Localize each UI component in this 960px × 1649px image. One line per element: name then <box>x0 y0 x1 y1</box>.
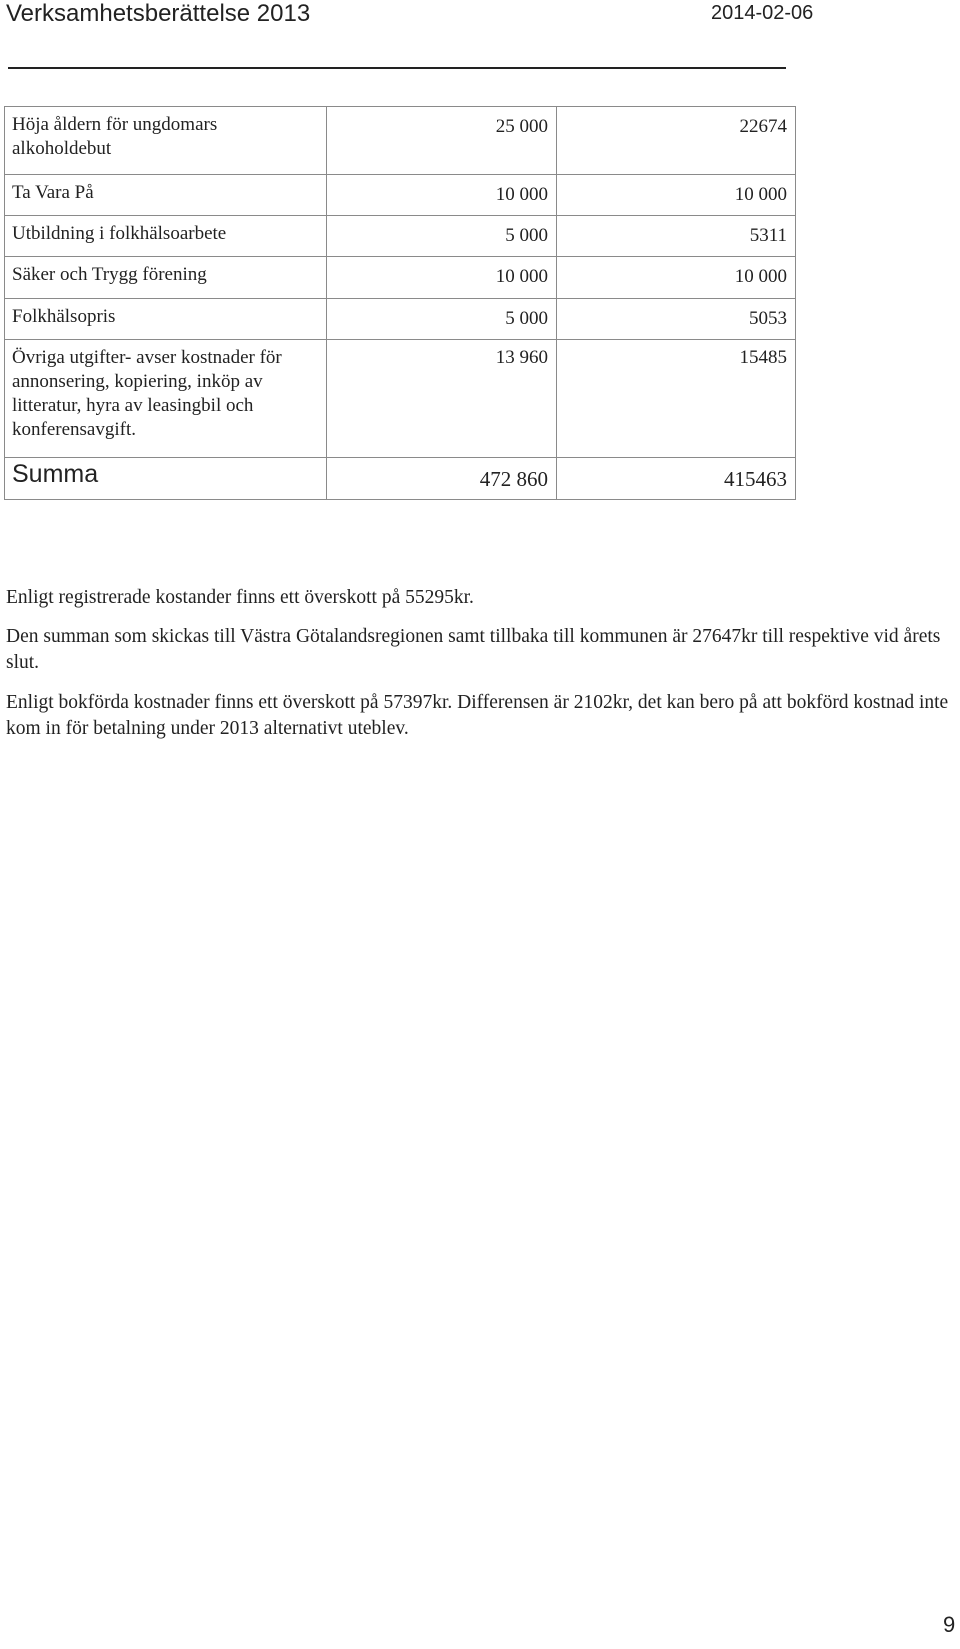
row-label: Folkhälsopris <box>5 299 327 340</box>
surplus-registered-paragraph: Enligt registrerade kostander finns ett överskott på 55295kr. <box>6 587 474 608</box>
row-budget: 13 960 <box>327 340 557 458</box>
table-row <box>5 340 796 458</box>
table-row <box>5 107 796 175</box>
table-row <box>5 299 796 340</box>
total-budget: 472 860 <box>327 458 557 500</box>
row-label: Höja åldern för ungdomars alkoholdebut <box>5 107 327 175</box>
row-outcome: 15485 <box>557 340 796 458</box>
row-outcome: 10 000 <box>557 175 796 216</box>
surplus-booked-paragraph: Enligt bokförda kostnader finns ett överskott på 57397kr. Differensen är 2102kr, det kan bero på att bokförd kostnad inte kom in för betalning under 2013 alternativt uteblev. <box>6 692 949 739</box>
total-label: Summa <box>5 458 327 500</box>
row-label: Ta Vara På <box>5 175 327 216</box>
table-total-row <box>5 458 796 500</box>
document-date: 2014-02-06 <box>711 2 814 24</box>
budget-table <box>4 106 796 500</box>
row-budget: 10 000 <box>327 257 557 299</box>
row-outcome: 10 000 <box>557 257 796 299</box>
row-label: Övriga utgifter- avser kostnader för annonsering, kopiering, inköp av litteratur, hyra av leasingbil och konferensavgift. <box>5 340 327 458</box>
table-row <box>5 175 796 216</box>
row-outcome: 5311 <box>557 216 796 257</box>
row-label: Utbildning i folkhälsoarbete <box>5 216 327 257</box>
page-number: 9 <box>943 1612 956 1637</box>
document-title: Verksamhetsberättelse 2013 <box>6 0 311 27</box>
row-budget: 25 000 <box>327 107 557 175</box>
row-outcome: 5053 <box>557 299 796 340</box>
row-outcome: 22674 <box>557 107 796 175</box>
distribution-paragraph: Den summan som skickas till Västra Götalandsregionen samt tillbaka till kommunen är 27647kr till respektive vid årets slut. <box>6 626 941 673</box>
row-label: Säker och Trygg förening <box>5 257 327 299</box>
row-budget: 5 000 <box>327 299 557 340</box>
total-outcome: 415463 <box>557 458 796 500</box>
header-divider <box>8 67 786 69</box>
row-budget: 10 000 <box>327 175 557 216</box>
table-row <box>5 216 796 257</box>
row-budget: 5 000 <box>327 216 557 257</box>
table-row <box>5 257 796 299</box>
